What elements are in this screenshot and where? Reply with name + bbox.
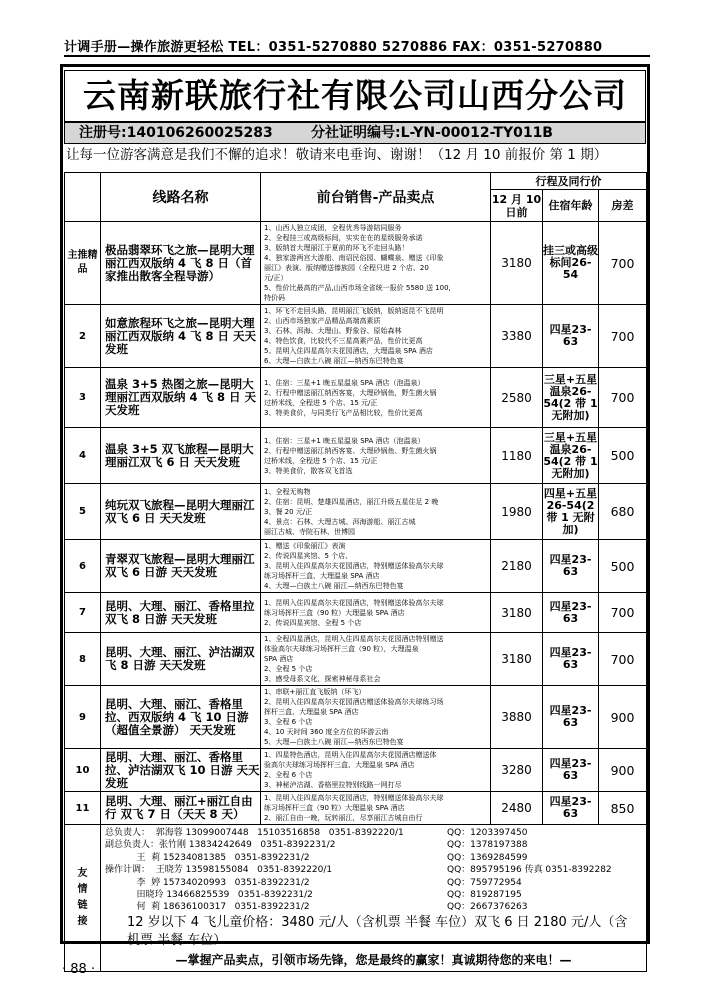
feature-line: 练习场挥杆三盒（90 粒）大理温泉 SPA 酒店 — [264, 608, 405, 617]
route-name: 昆明、大理、丽江、香格里拉、泸沽湖双飞 10 日游 天天发班 — [101, 749, 261, 792]
feature-line: 2、传说四星宾馆、全程 5 个店 — [264, 618, 362, 627]
feature-line: 挥杆三盒、大理温泉 SPA 酒店 — [264, 708, 359, 716]
route-name: 昆明、大理、丽江、香格里拉、西双版纳 4 飞 10 日游（超值全景游） 天天发班 — [101, 686, 261, 749]
feature-line: 2、行程中赠送丽江纳西客宴，大理砂锅鱼，野生菌火锅 — [264, 388, 437, 397]
row-number: 2 — [65, 305, 101, 368]
feature-line: 3、特美食价，与同类行飞产品相比较，性价比更高 — [264, 408, 423, 417]
slogan: 让每一位游客满意是我们不懈的追求！敬请来电垂询、谢谢！（12 月 10 前报价 第 1 期） — [66, 147, 608, 163]
feature-line: 4、大理—白族土八碗 丽江—纳西东巴特色宴 — [264, 582, 404, 590]
feature-line: 2、全程 6 个店 — [264, 771, 313, 779]
route-hotel: 四星23-63 — [543, 305, 599, 368]
route-features — [261, 593, 491, 633]
row-number: 8 — [65, 633, 101, 686]
feature-line: 2、全程 5 个店 — [264, 665, 313, 673]
header-date: 12 月 10 日前 — [491, 190, 543, 222]
branch-certificate: 分社证明编号:L-YN-00012-TY011B — [311, 125, 553, 141]
contact-qq: QQ：819287195 — [447, 889, 522, 900]
table-row — [65, 686, 647, 749]
route-table — [64, 172, 647, 972]
feature-line: 2、山西市场独家产品精品高端高素质 — [264, 317, 381, 325]
feature-line: 1、环飞不走回头路，昆明丽江飞版纳，版纳返昆不飞昆明 — [264, 307, 444, 315]
contact-qq: QQ：895795196 传真 0351-8392282 — [447, 865, 612, 876]
header-features: 前台销售-产品卖点 — [261, 173, 491, 222]
row-number: 主推精品 — [65, 222, 101, 305]
route-hotel: 四星23-63 — [543, 792, 599, 825]
feature-line: 3、特美食价，散客双飞首选 — [264, 466, 353, 475]
route-price: 2180 — [491, 540, 543, 593]
feature-line: 5、性价比最高的产品,山西市场全省统一报价 5580 送 100, — [264, 284, 451, 292]
feature-line: 3、餐 20 元/正 — [264, 507, 313, 516]
contact-row — [105, 901, 642, 913]
route-hotel: 四星23-63 — [543, 540, 599, 593]
route-price: 3180 — [491, 633, 543, 686]
route-name: 纯玩双飞旅程—昆明大理丽江双飞 6 日 天天发班 — [101, 484, 261, 540]
feature-line: 丽江》表演、版纳赠送傣族园（全程只进 2 个店、20 — [264, 264, 429, 272]
row-number: 9 — [65, 686, 101, 749]
page-header — [64, 36, 650, 56]
child-price: 12 岁以下 4 飞儿童价格：3480 元/人（含机票 半餐 车位）双飞 6 日 2180 元/人（含机票 半餐 车位） — [127, 914, 628, 948]
registration-bar — [64, 122, 646, 144]
route-hotel: 四星23-63 — [543, 749, 599, 792]
room-difference: 900 — [599, 686, 647, 749]
route-price: 3380 — [491, 305, 543, 368]
route-features — [261, 305, 491, 368]
table-row — [65, 749, 647, 792]
feature-line: 练习场挥杆三盒（90 粒）大理温泉 SPA 酒店 — [264, 804, 405, 812]
feature-line: 1、赠送《印象丽江》表演 — [264, 542, 346, 550]
contact-list — [105, 827, 642, 914]
contact-person: 田晓玲 13466825539 0351-8392231/2 — [105, 889, 313, 900]
contact-row — [105, 827, 642, 839]
contact-row — [105, 839, 642, 851]
room-difference: 500 — [599, 540, 647, 593]
row-number: 10 — [65, 749, 101, 792]
room-difference: 700 — [599, 368, 647, 428]
route-price: 2480 — [491, 792, 543, 825]
route-name: 昆明、大理、丽江、泸沽湖双飞 8 日游 天天发班 — [101, 633, 261, 686]
table-row — [65, 428, 647, 484]
feature-line: 4、景点：石林、大理古城、洱海游船、丽江古城 — [264, 517, 416, 526]
feature-line: 丽江古城、寺院石林、世博园 — [264, 527, 355, 536]
page-number: · 88 · — [62, 962, 96, 977]
feature-line: 1、四星特色酒店，昆明入住四星高尔夫花园酒店赠送体 — [264, 751, 437, 759]
header-rule — [64, 55, 650, 57]
feature-line: 3、昆明入住四星高尔夫花园酒店，特别赠送体验高尔夫球 — [264, 562, 444, 570]
room-difference: 680 — [599, 484, 647, 540]
row-number: 5 — [65, 484, 101, 540]
contact-qq: QQ：1378197388 — [447, 840, 528, 851]
room-difference: 700 — [599, 222, 647, 305]
table-row — [65, 484, 647, 540]
route-name: 如意旅程环飞之旅—昆明大理丽江西双版纳 4 飞 8 日 天天发班 — [101, 305, 261, 368]
feature-line: 特价码 — [264, 294, 285, 302]
header-text: 计调手册—操作旅游更轻松 TEL：0351-5270880 5270886 FAX：0351-5270880 — [64, 40, 603, 55]
feature-line: 1、山西人独立成团，全程优秀导游陪同服务 — [264, 224, 402, 232]
feature-line: 4、独家游两宫大游船、南诏民俗园、蝴蝶泉、赠送《印象 — [264, 254, 444, 262]
feature-line: 体验高尔夫球练习场挥杆三盒（90 粒），大理温泉 — [264, 645, 419, 653]
contact-person: 王 莉 15234081385 0351-8392231/2 — [105, 852, 310, 863]
room-difference: 900 — [599, 749, 647, 792]
route-name: 青翠双飞旅程—昆明大理丽江双飞 6 日游 天天发班 — [101, 540, 261, 593]
feature-line: 练习场挥杆三盒、大理温泉 SPA 酒店 — [264, 572, 380, 580]
route-name: 昆明、大理、丽江、香格里拉双飞 8 日游 天天发班 — [101, 593, 261, 633]
feature-line: 过桥米线，全程进 5 个店、15 元/正 — [264, 456, 378, 465]
feature-line: 1、昆明入住四星高尔夫花园酒店，特别赠送体验高尔夫球 — [264, 794, 444, 802]
feature-line: 2、全程挂三或高级标间，实实在在的星级服务承诺 — [264, 234, 423, 242]
feature-line: 2、丽江自由一晚，玩转丽江，尽享丽江古城自由行 — [264, 814, 423, 822]
feature-line: SPA 酒店 — [264, 655, 294, 663]
route-hotel: 四星23-63 — [543, 633, 599, 686]
row-number: 11 — [65, 792, 101, 825]
header-group: 行程及同行价 — [491, 173, 647, 190]
route-features — [261, 540, 491, 593]
company-title: 云南新联旅行社有限公司山西分公司 — [64, 70, 646, 122]
feature-line: 1、昆明入住四星高尔夫花园酒店，特别赠送体验高尔夫球 — [264, 598, 444, 607]
route-features — [261, 749, 491, 792]
contact-qq: QQ：1369284599 — [447, 852, 528, 863]
route-rows — [65, 222, 647, 825]
route-features — [261, 222, 491, 305]
feature-line: 1、住宿：三星+1 晚五星温泉 SPA 酒店（泡温泉） — [264, 436, 425, 445]
room-difference: 700 — [599, 305, 647, 368]
registration-number: 注册号:140106260025283 — [79, 125, 273, 141]
contact-person: 副总负责人：张竹刚 13834242649 0351-8392231/2 — [105, 840, 336, 851]
route-name: 温泉 3+5 热图之旅—昆明大理丽江西双版纳 4 飞 8 日 天天发班 — [101, 368, 261, 428]
contact-qq: QQ：1203397450 — [447, 828, 528, 838]
feature-line: 3、感受母系文化，探索神秘母系社会 — [264, 675, 381, 683]
row-number: 4 — [65, 428, 101, 484]
route-features — [261, 484, 491, 540]
route-features — [261, 792, 491, 825]
route-hotel: 四星23-63 — [543, 686, 599, 749]
feature-line: 4、10 天时间 360 度全方位的环游云南 — [264, 728, 389, 736]
route-name: 极品翡翠环飞之旅—昆明大理丽江西双版纳 4 飞 8 日（首家推出散客全程导游） — [101, 222, 261, 305]
contact-person: 总负责人： 郭海蓉 13099007448 15103516858 0351-8392220/1 — [105, 828, 404, 838]
feature-line: 3、石林、洱海、大理山、野象谷、原始森林 — [264, 327, 402, 335]
feature-line: 1、串联+丽江直飞版纳（环飞） — [264, 688, 366, 696]
table-row — [65, 368, 647, 428]
feature-line: 2、住宿：昆明、楚雄四星酒店，丽江升级五星住足 2 晚 — [264, 497, 439, 506]
contact-qq: QQ：759772954 — [447, 877, 522, 888]
contact-label: 友情链接 — [65, 825, 101, 972]
route-hotel: 三星+五星温泉26-54(2 带 1 无附加) — [543, 428, 599, 484]
table-row — [65, 222, 647, 305]
route-price: 3280 — [491, 749, 543, 792]
row-number: 3 — [65, 368, 101, 428]
feature-line: 1、住宿：三星+1 晚五星温泉 SPA 酒店（泡温泉） — [264, 378, 425, 387]
feature-line: 过桥米线，全程进 5 个店、15 元/正 — [264, 398, 378, 407]
feature-line: 4、特色饮食，比较代不三星高素产品，性价比更高 — [264, 337, 423, 345]
contact-qq: QQ：2667376263 — [447, 902, 528, 913]
feature-line: 3、版纳首大理丽江于夏前的环飞不走回头路！ — [264, 244, 409, 252]
contact-person: 何 莉 18636100317 0351-8392231/2 — [105, 902, 310, 913]
contact-person: 操作计调： 王晓芳 13598155084 0351-8392220/1 — [105, 865, 333, 876]
table-row — [65, 305, 647, 368]
route-features — [261, 633, 491, 686]
route-price: 1180 — [491, 428, 543, 484]
header-diff: 房差 — [599, 190, 647, 222]
route-hotel: 挂三或高级标间26-54 — [543, 222, 599, 305]
feature-line: 1、全程四星酒店，昆明入住四星高尔夫花园酒店特别赠送 — [264, 635, 444, 643]
feature-line: 2、昆明入住四星高尔夫花园酒店赠送体验高尔夫球练习场 — [264, 698, 444, 706]
room-difference: 700 — [599, 633, 647, 686]
route-hotel: 四星23-63 — [543, 593, 599, 633]
route-hotel: 四星+五星26-54(2 带 1 无附加) — [543, 484, 599, 540]
header-route: 线路名称 — [101, 173, 261, 222]
feature-line: 6、大理—白族土八碗 丽江—纳西东巴特色宴 — [264, 357, 404, 365]
route-price: 2580 — [491, 368, 543, 428]
room-difference: 850 — [599, 792, 647, 825]
feature-line: 2、行程中赠送丽江纳西客宴、大理砂锅鱼、野生菌火锅 — [264, 446, 437, 455]
table-row — [65, 633, 647, 686]
feature-line: 2、传说四星宾馆、5 个店、 — [264, 552, 353, 560]
feature-line: 验高尔夫球练习场挥杆三盒、大理温泉 SPA 酒店 — [264, 761, 415, 769]
contact-row — [105, 889, 642, 901]
row-number: 6 — [65, 540, 101, 593]
header-hotel: 住宿年龄 — [543, 190, 599, 222]
route-features — [261, 686, 491, 749]
route-features — [261, 428, 491, 484]
row-number: 7 — [65, 593, 101, 633]
route-name: 温泉 3+5 双飞旅程—昆明大理丽江双飞 6 日 天天发班 — [101, 428, 261, 484]
feature-line: 5、昆明入住四星高尔夫花园酒店，大理温泉 SPA 酒店 — [264, 347, 433, 355]
room-difference: 700 — [599, 593, 647, 633]
contact-row — [105, 852, 642, 864]
feature-line: 3、全程 6 个店 — [264, 718, 313, 726]
route-price: 3180 — [491, 222, 543, 305]
route-price: 3180 — [491, 593, 543, 633]
route-price: 1980 — [491, 484, 543, 540]
header-no — [65, 173, 101, 222]
table-row — [65, 540, 647, 593]
room-difference: 500 — [599, 428, 647, 484]
contact-row — [105, 877, 642, 889]
contact-row — [105, 864, 642, 876]
feature-line: 3、神秘泸沽湖、香格里拉特别线路一网打尽 — [264, 781, 402, 789]
route-name: 昆明、大理、丽江+丽江自由行 双飞 7 日（天天 8 天） — [101, 792, 261, 825]
contact-person: 李 婷 15734020993 0351-8392231/2 — [105, 877, 310, 888]
route-price: 3880 — [491, 686, 543, 749]
feature-line: 5、大理—白族土八碗 丽江—纳西东巴特色宴 — [264, 738, 404, 746]
feature-line: 1、全程无购物 — [264, 487, 311, 496]
motto: —掌握产品卖点，引领市场先锋，您是最终的赢家！真诚期待您的来电！— — [175, 952, 572, 967]
table-row — [65, 593, 647, 633]
table-row — [65, 792, 647, 825]
route-hotel: 三星+五星温泉26-54(2 带 1 无附加) — [543, 368, 599, 428]
feature-line: 元/正） — [264, 274, 288, 282]
contact-cell — [101, 825, 647, 972]
route-features — [261, 368, 491, 428]
